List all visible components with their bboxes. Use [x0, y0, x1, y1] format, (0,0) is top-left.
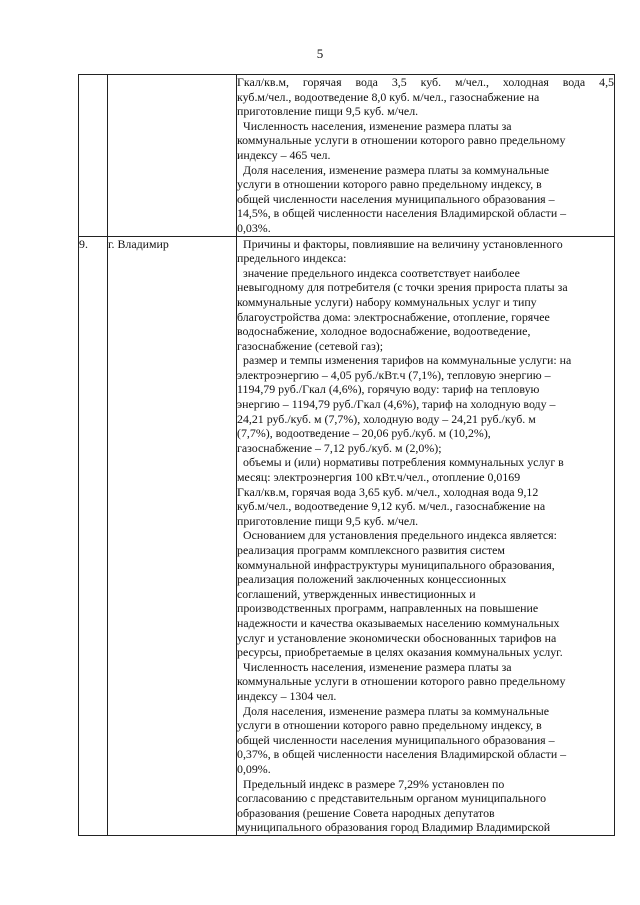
text-line: 1194,79 руб./Гкал (4,6%), горячую воду: тариф на тепловую — [237, 382, 540, 397]
text-line: невыгодному для потребителя (с точки зрения прироста платы за — [237, 280, 568, 295]
text-line: общей численности населения муниципального образования – — [237, 191, 555, 206]
text-line: приготовление пищи 9,5 куб. м/чел. — [237, 104, 419, 119]
text-line: 0,09%. — [237, 761, 271, 776]
data-table — [78, 74, 615, 836]
text-line: Гкал/кв.м, горячая вода 3,65 куб. м/чел., холодная вода 9,12 — [237, 484, 539, 499]
text-line: надежности и качества оказываемых населению коммунальных — [237, 615, 560, 630]
text-line: коммунальные услуги) набору коммунальных услуг и типу — [237, 294, 537, 309]
text-line: приготовление пищи 9,5 куб. м/чел. — [237, 513, 419, 528]
text-line: образования (решение Совета народных депутатов — [237, 805, 495, 820]
text-line: коммунальные услуги в отношении которого равно предельному — [237, 133, 566, 148]
text-line: (7,7%), водоотведение – 20,06 руб./куб. м (10,2%), — [237, 426, 491, 441]
text-line: реализация программ комплексного развития систем — [237, 543, 505, 557]
text-line: газоснабжение (сетевой газ); — [237, 338, 384, 353]
text-line: объемы и (или) нормативы потребления коммунальных услуг в — [243, 455, 564, 470]
text-line: ресурсы, приобретаемые в целях оказания коммунальных услуг. — [237, 645, 563, 660]
text-line: размер и темпы изменения тарифов на коммунальные услуги: на — [243, 353, 572, 368]
text-line: значение предельного индекса соответствует наиболее — [243, 265, 520, 280]
details-text — [237, 75, 614, 236]
text-line: реализация положений заключенных концессионных — [237, 572, 507, 587]
text-line: Численность населения, изменение размера платы за — [243, 118, 512, 133]
municipality-cell — [108, 75, 237, 237]
municipality-cell: г. Владимир — [108, 236, 237, 835]
text-line: муниципального образования город Владимир Владимирской — [237, 820, 551, 835]
row-number-cell — [79, 75, 108, 237]
text-line: индексу – 1304 чел. — [237, 688, 337, 703]
text-line: электроэнергию – 4,05 руб./кВт.ч (7,1%), тепловую энергию – — [237, 367, 551, 382]
text-line: услуг и установление экономически обоснованных тарифов на — [237, 630, 557, 645]
text-line: услуги в отношении которого равно предельному индексу, в — [237, 177, 542, 192]
text-line: куб.м/чел., водоотведение 8,0 куб. м/чел., газоснабжение на — [237, 89, 540, 104]
page-number: 5 — [316, 46, 324, 61]
text-line: Предельный индекс в размере 7,29% установлен по — [243, 776, 505, 791]
text-line: 24,21 руб./куб. м (7,7%), холодную воду – 24,21 руб./куб. м — [237, 411, 536, 426]
text-line: Причины и факторы, повлиявшие на величину установленного — [243, 236, 563, 251]
text-line: услуги в отношении которого равно предельному индексу, в — [237, 718, 542, 733]
text-line: коммунальной инфраструктуры муниципального образования, — [237, 557, 555, 572]
text-line: согласованию с представительным органом муниципального — [237, 791, 547, 806]
text-line: 14,5%, в общей численности населения Владимирской области – — [237, 206, 567, 221]
text-line: Основанием для установления предельного индекса является: — [243, 528, 557, 543]
text-line: Гкал/кв.м, горячая вода 3,5 куб. м/чел., холодная вода 4,5 — [237, 75, 614, 89]
details-text — [237, 237, 614, 835]
text-line: куб.м/чел., водоотведение 9,12 куб. м/чел., газоснабжение на — [237, 499, 546, 514]
text-line: 0,03%. — [237, 220, 271, 235]
text-line: коммунальные услуги в отношении которого равно предельному — [237, 674, 566, 689]
text-line: производственных программ, направленных на повышение — [237, 601, 539, 616]
table-row-continued — [79, 75, 615, 237]
text-line: предельного индекса: — [237, 251, 347, 266]
text-line: месяц: электроэнергия 100 кВт.ч/чел., отопление 0,0169 — [237, 470, 521, 485]
text-line: Численность населения, изменение размера платы за — [243, 659, 512, 674]
text-line: энергию – 1194,79 руб./Гкал (4,6%), тариф на холодную воду – — [237, 397, 556, 412]
details-cell — [237, 75, 615, 237]
details-cell — [237, 236, 615, 835]
text-line: водоснабжение, холодное водоснабжение, водоотведение, — [237, 324, 531, 339]
text-line: Доля населения, изменение размера платы за коммунальные — [243, 162, 550, 177]
text-line: общей численности населения муниципального образования – — [237, 732, 555, 747]
text-line: газоснабжение – 7,12 руб./куб. м (2,0%); — [237, 440, 442, 455]
text-line: благоустройства дома: электроснабжение, отопление, горячее — [237, 309, 550, 324]
text-line: 0,37%, в общей численности населения Владимирской области – — [237, 747, 567, 762]
table-row-vladimir — [79, 236, 615, 835]
text-line: Доля населения, изменение размера платы за коммунальные — [243, 703, 550, 718]
text-line: соглашений, утвержденных инвестиционных и — [237, 586, 476, 601]
row-number-cell: 9. — [79, 236, 108, 835]
text-line: индексу – 465 чел. — [237, 147, 331, 162]
